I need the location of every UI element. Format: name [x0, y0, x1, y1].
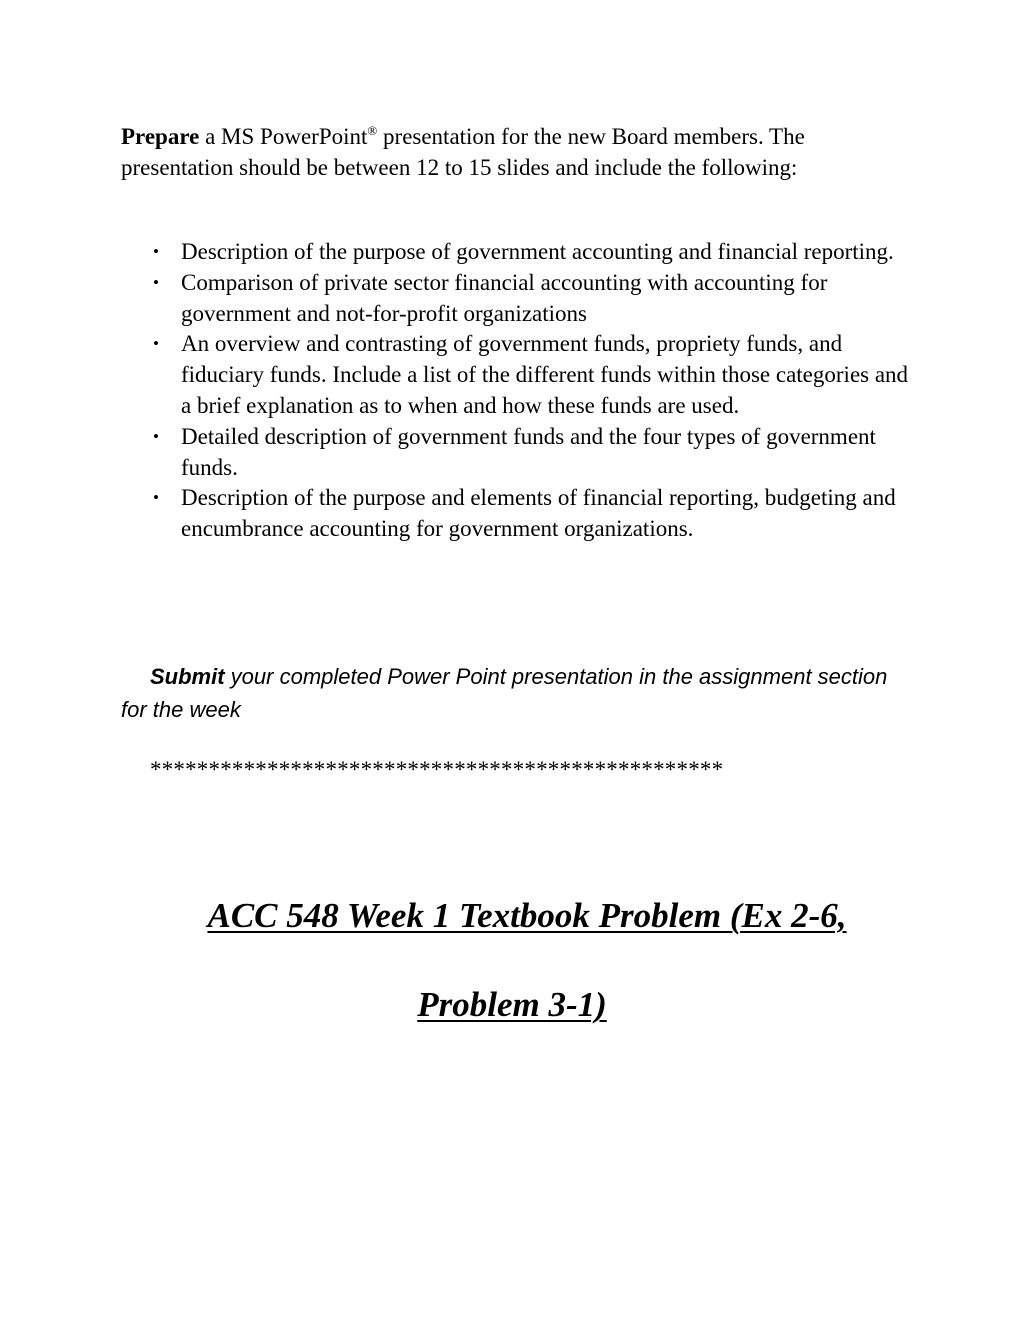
section-heading-line-2: Problem 3-1): [417, 985, 607, 1024]
submit-text: your completed Power Point presentation in the assignment section for the week: [121, 664, 888, 722]
intro-bold-word: Prepare: [121, 124, 200, 149]
list-item: [121, 237, 921, 268]
list-item: [121, 268, 921, 330]
intro-text-start: a MS PowerPoint: [199, 124, 368, 149]
bullet-icon: •: [153, 334, 159, 354]
list-item: [121, 422, 921, 484]
intro-text-end: presentation for the new Board members. The presentation should be between 12 to 15 slides and include the following:: [121, 124, 805, 180]
asterisk-separator: *************************************************: [150, 757, 724, 782]
list-item-text: Detailed description of government funds and the four types of government funds.: [181, 423, 876, 480]
bullet-icon: •: [153, 426, 159, 446]
list-item: [121, 329, 921, 421]
list-item-text: Description of the purpose of government accounting and financial reporting.: [181, 239, 894, 264]
bullet-icon: •: [153, 488, 159, 508]
registered-mark: ®: [367, 123, 378, 138]
list-item: [121, 483, 921, 545]
list-item-text: An overview and contrasting of government funds, propriety funds, and fiduciary funds. Include a list of the different funds within those categories and a brief explanation as to when and how these funds are used.: [181, 331, 909, 418]
requirements-list: [121, 237, 921, 545]
submit-instruction: [121, 660, 901, 726]
submit-bold-word: Submit: [150, 664, 225, 689]
list-item-text: Description of the purpose and elements of financial reporting, budgeting and encumbrance accounting for government organizations.: [181, 485, 896, 542]
bullet-icon: •: [153, 272, 159, 292]
list-item-text: Comparison of private sector financial accounting with accounting for government and not-for-profit organizations: [181, 269, 828, 326]
section-heading-line-1: ACC 548 Week 1 Textbook Problem (Ex 2-6,: [207, 896, 847, 935]
intro-paragraph: [121, 121, 881, 183]
bullet-icon: •: [153, 242, 159, 261]
